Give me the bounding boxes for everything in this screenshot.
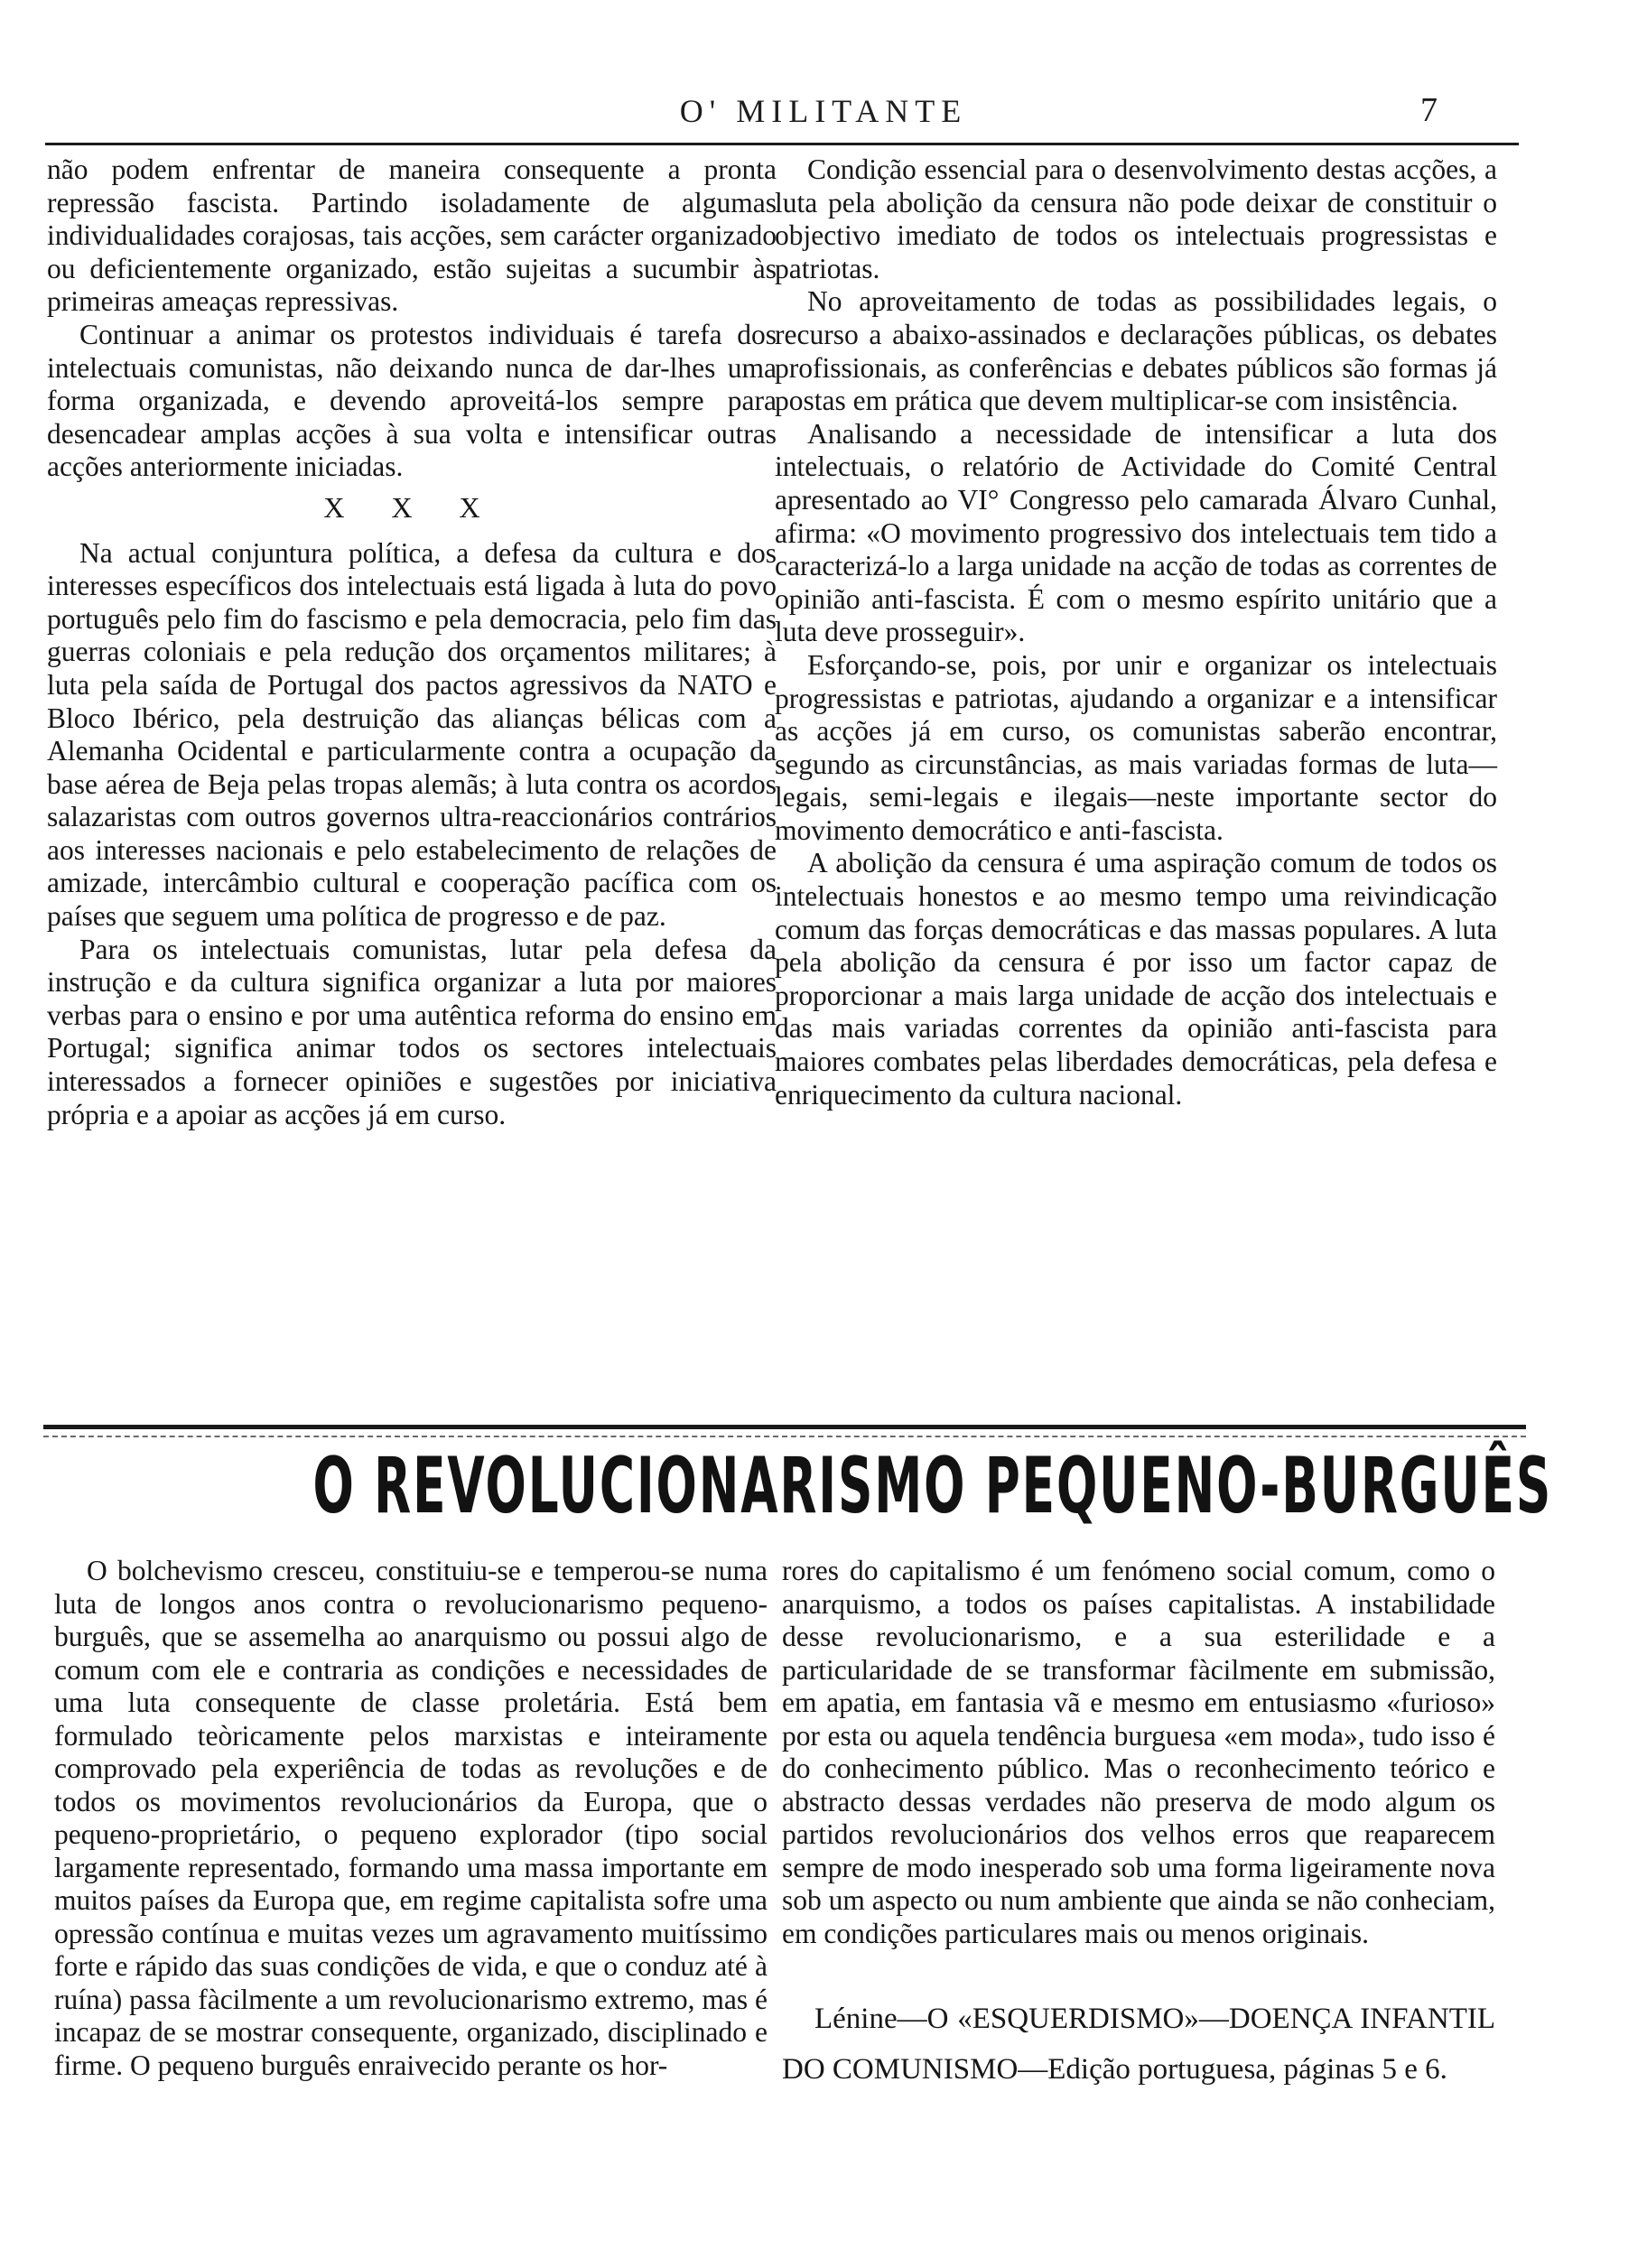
paragraph: Na actual conjuntura política, a defesa da cultura e dos interesses específicos dos intelectuais está ligada à luta do povo português pelo fim do fascismo e pela democracia, pelo fim das guerras coloniais e pela redução dos orçamentos militares; à luta pela saída de Portugal dos pactos agressivos da NATO e Bloco Ibérico, pela destruição das alianças bélicas com a Alemanha Ocidental e particularmente contra a ocupação da base aérea de Beja pelas tropas alemãs; à luta contra os acordos salazaristas com outros governos ultra-reaccionários contrários aos interesses nacionais e pelo estabelecimento de relações de amizade, intercâmbio cultural e cooperação pacífica com os países que seguem uma política de progresso e de paz.: [47, 536, 777, 933]
right-column: [775, 153, 1497, 1111]
page-header-title: O' MILITANTE: [679, 93, 968, 129]
paragraph: Esforçando-se, pois, por unir e organizar os intelectuais progressistas e patriotas, ajudando a organizar e a intensificar as acções já em curso, os comunistas saberão encontrar, segundo as circunstâncias, as mais variadas formas de luta—legais, semi-legais e ilegais—neste importante sector do movimento democrático e anti-fascista.: [775, 648, 1497, 846]
paragraph: Condição essencial para o desenvolvimento destas acções, a luta pela abolição da censura não pode deixar de constituir o objectivo imediato de todos os intelectuais progressistas e patriotas.: [775, 153, 1497, 284]
paragraph: Continuar a animar os protestos individuais é tarefa dos intelectuais comunistas, não deixando nunca de dar-lhes uma forma organizada, e devendo aproveitá-los sempre para desencadear amplas acções à sua volta e intensificar outras acções anteriormente iniciadas.: [47, 318, 777, 483]
section-divider-dashed: [43, 1436, 1526, 1438]
paragraph: Analisando a necessidade de intensificar a luta dos intelectuais, o relatório de Actividade do Comité Central apresentado ao VI° Congresso pelo camarada Álvaro Cunhal, afirma: «O movimento progressivo dos intelectuais tem tido a caracterizá-lo a larga unidade na acção de todas as correntes de opinião anti-fascista. É com o mesmo espírito unitário que a luta deve prosseguir».: [775, 417, 1497, 648]
page-number: 7: [1420, 91, 1438, 129]
paragraph: rores do capitalismo é um fenómeno social comum, como o anarquismo, a todos os países capitalistas. A instabilidade desse revolucionarismo, e a sua esterilidade e a particularidade de se transformar fàcilmente em submissão, em apatia, em fantasia vã e mesmo em entusiasmo «furioso» por esta ou aquela tendência burguesa «em moda», tudo isso é do conhecimento público. Mas o reconhecimento teórico e abstracto dessas verdades não preserva de modo algum os partidos revolucionários dos velhos erros que reaparecem sempre de modo inesperado sob uma forma ligeiramente nova sob um aspecto ou num ambiente que ainda se não conheciam, em condições particulares mais ou menos originais.: [782, 1555, 1495, 1949]
article-right-column: [782, 1555, 1495, 2095]
paragraph: O bolchevismo cresceu, constituiu-se e temperou-se numa luta de longos anos contra o revolucionarismo pequeno-burguês, que se assemelha ao anarquismo ou possui algo de comum com ele e contraria as condições e necessidades de uma luta consequente de classe proletária. Está bem formulado teòricamente pelos marxistas e inteiramente comprovado pela experiência de todas as revoluções e de todos os movimentos revolucionários da Europa, que o pequeno-proprietário, o pequeno explorador (tipo social largamente representado, formando uma massa importante em muitos países da Europa que, em regime capitalista sofre uma opressão contínua e muitas vezes um agravamento muitíssimo forte e rápido das suas condições de vida, e que o conduz até à ruína) passa fàcilmente a um revolucionarismo extremo, mas é incapaz de se mostrar consequente, organizado, disciplinado e firme. O pequeno burguês enraivecido perante os hor-: [54, 1555, 768, 2081]
paragraph: Para os intelectuais comunistas, lutar pela defesa da instrução e da cultura significa organizar a luta por maiores verbas para o ensino e por uma autêntica reforma do ensino em Portugal; significa animar todos os sectores intelectuais interessados a fornecer opiniões e sugestões por iniciativa própria e a apoiar as acções já em curso.: [47, 933, 777, 1130]
article-headline: O REVOLUCIONARISMO PEQUENO-BURGUÊS: [312, 1441, 1553, 1531]
paragraph: No aproveitamento de todas as possibilidades legais, o recurso a abaixo-assinados e declarações públicas, os debates profissionais, as conferências e debates públicos são formas já postas em prática que devem multiplicar-se com insistência.: [775, 285, 1497, 417]
paragraph: não podem enfrentar de maneira consequente a pronta repressão fascista. Partindo isoladamente de algumas individualidades corajosas, tais acções, sem carácter organizado ou deficientemente organizado, estão sujeitas a sucumbir às primeiras ameaças repressivas.: [47, 153, 777, 318]
section-divider: [43, 1425, 1526, 1429]
header-rule: [45, 143, 1519, 145]
article-left-column: [54, 1555, 768, 2082]
citation: Lénine—O «ESQUERDISMO»—DOENÇA INFANTIL DO COMUNISMO—Edição portuguesa, páginas 5 e 6.: [782, 2003, 1495, 2086]
paragraph: A abolição da censura é uma aspiração comum de todos os intelectuais honestos e ao mesmo tempo uma reivindicação comum das forças democráticas e das massas populares. A luta pela abolição da censura é por isso um factor capaz de proporcionar a mais larga unidade de acção dos intelectuais e das mais variadas correntes da opinião anti-fascista para maiores combates pelas liberdades democráticas, pela defesa e enriquecimento da cultura nacional.: [775, 847, 1497, 1111]
section-separator: X X X: [323, 490, 500, 524]
left-column: [47, 153, 777, 1131]
